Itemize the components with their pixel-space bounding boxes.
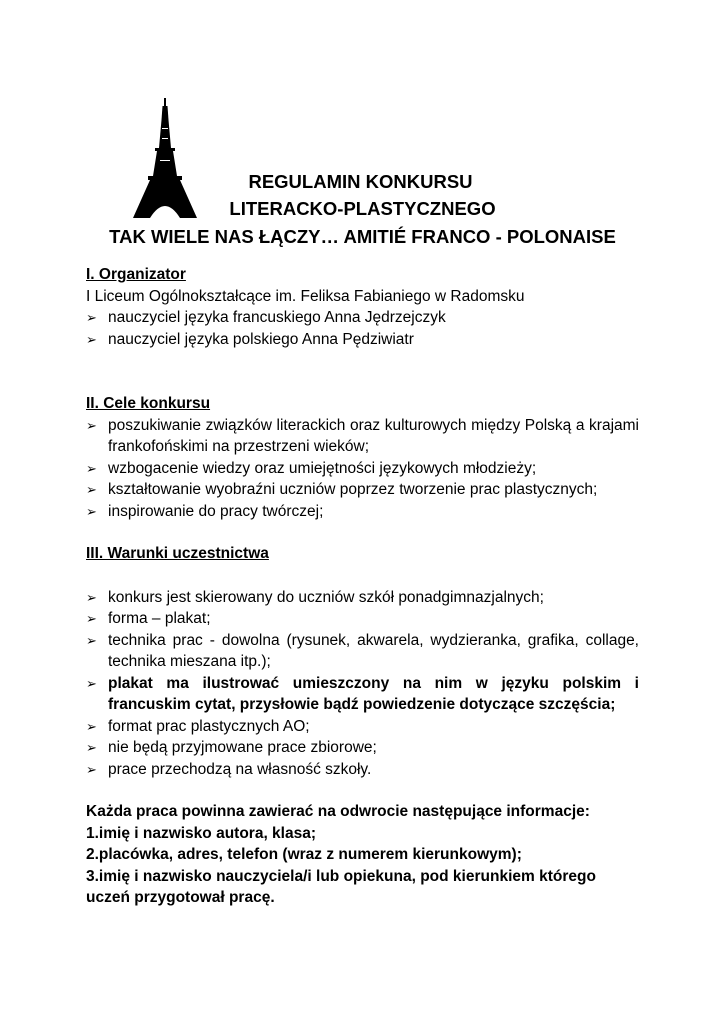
list-item: ➢ nauczyciel języka francuskiego Anna Jędrzejczyk bbox=[86, 307, 639, 329]
list-item: ➢ prace przechodzą na własność szkoły. bbox=[86, 759, 639, 781]
submission-line: 1.imię i nazwisko autora, klasa; bbox=[86, 824, 317, 842]
section-heading-conditions: III. Warunki uczestnictwa bbox=[86, 545, 269, 562]
arrowhead-bullet-icon: ➢ bbox=[86, 761, 97, 777]
section-heading-organizer: I. Organizator bbox=[86, 266, 186, 283]
submission-line: 3.imię i nazwisko nauczyciela/i lub opiekuna, pod kierunkiem którego uczeń przygotował pracę. bbox=[86, 867, 596, 906]
arrowhead-bullet-icon: ➢ bbox=[86, 482, 97, 497]
list-item: ➢ konkurs jest skierowany do uczniów szkół ponadgimnazjalnych; bbox=[86, 587, 639, 609]
list-item: ➢ inspirowanie do pracy twórczej; bbox=[86, 501, 639, 523]
list-item: ➢ nie będą przyjmowane prace zbiorowe; bbox=[86, 737, 639, 759]
arrowhead-bullet-icon: ➢ bbox=[86, 718, 97, 734]
organizer-school: I Liceum Ogólnokształcące im. Feliksa Fabianiego w Radomsku bbox=[86, 287, 525, 305]
arrowhead-bullet-icon: ➢ bbox=[86, 310, 97, 325]
title-line-3: TAK WIELE NAS ŁĄCZY… AMITIÉ FRANCO - POLONAISE bbox=[109, 226, 616, 247]
submission-info bbox=[86, 801, 639, 909]
list-item: ➢ kształtowanie wyobraźni uczniów poprzez tworzenie prac plastycznych; bbox=[86, 479, 639, 501]
arrowhead-bullet-icon: ➢ bbox=[86, 740, 97, 755]
list-item: ➢ technika prac - dowolna (rysunek, akwarela, wydzieranka, grafika, collage, technika mieszana itp.); bbox=[86, 631, 639, 670]
goals-list bbox=[86, 415, 639, 523]
list-item: ➢ poszukiwanie związków literackich oraz kulturowych między Polską a krajami frankofońskimi na przestrzeni wieków; bbox=[86, 416, 639, 455]
arrowhead-bullet-icon: ➢ bbox=[86, 460, 97, 476]
arrowhead-bullet-icon: ➢ bbox=[86, 611, 97, 626]
arrowhead-bullet-icon: ➢ bbox=[86, 589, 97, 605]
conditions-list bbox=[86, 587, 639, 781]
arrowhead-bullet-icon: ➢ bbox=[86, 503, 97, 519]
arrowhead-bullet-icon: ➢ bbox=[86, 417, 97, 433]
list-item: ➢ format prac plastycznych AO; bbox=[86, 716, 639, 738]
submission-intro: Każda praca powinna zawierać na odwrocie następujące informacje: bbox=[86, 803, 590, 820]
section-heading-goals: II. Cele konkursu bbox=[86, 395, 211, 412]
regulation-body bbox=[86, 264, 639, 909]
list-item: ➢ wzbogacenie wiedzy oraz umiejętności językowych młodzieży; bbox=[86, 458, 639, 480]
arrowhead-bullet-icon: ➢ bbox=[86, 675, 97, 691]
list-item: ➢ forma – plakat; bbox=[86, 608, 639, 630]
list-item: ➢ nauczyciel języka polskiego Anna Pędziwiatr bbox=[86, 329, 639, 351]
arrowhead-bullet-icon: ➢ bbox=[86, 331, 97, 347]
arrowhead-bullet-icon: ➢ bbox=[86, 632, 97, 648]
title-line-2: LITERACKO-PLASTYCZNEGO bbox=[229, 198, 496, 219]
organizer-list bbox=[86, 307, 639, 350]
list-item: ➢ plakat ma ilustrować umieszczony na nim w języku polskim i francuskim cytat, przysłowie bądź powiedzenie dotyczące szczęścia; bbox=[86, 674, 639, 713]
submission-line: 2.placówka, adres, telefon (wraz z numerem kierunkowym); bbox=[86, 846, 522, 863]
title-line-1: REGULAMIN KONKURSU bbox=[248, 171, 473, 192]
